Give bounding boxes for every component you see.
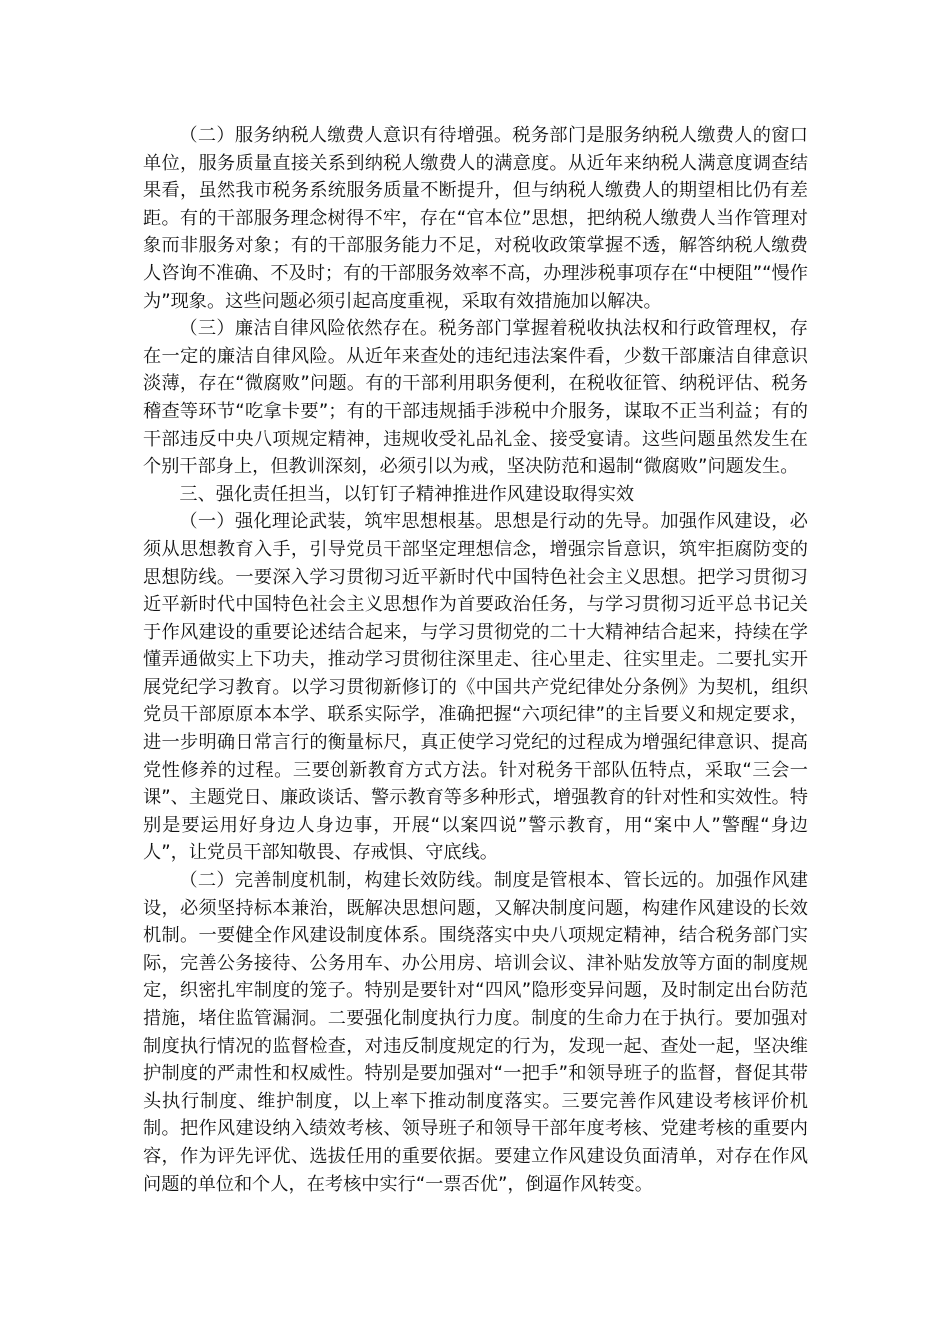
section-heading-three: 三、强化责任担当，以钉钉子精神推进作风建设取得实效 [179,483,635,505]
document-body [143,122,808,1198]
paragraph-institution-mechanism: （二）完善制度机制，构建长效防线。制度是管根本、管长远的。加强作风建设，必须坚持标本兼治，既解决思想问题，又解决制度问题，构建作风建设的长效机制。一要健全作风建设制度体系。围绕落实中央八项规定精神，结合税务部门实际，完善公务接待、公务用车、办公用房、培训会议、津补贴发放等方面的制度规定，织密扎牢制度的笼子。特别是要针对“四风”隐形变异问题，及时制定出台防范措施，堵住监管漏洞。二要强化制度执行力度。制度的生命力在于执行。要加强对制度执行情况的监督检查，对违反制度规定的行为，发现一起、查处一起，坚决维护制度的严肃性和权威性。特别是要加强对“一把手”和领导班子的监督，督促其带头执行制度、维护制度，以上率下推动制度落实。三要完善作风建设考核评价机制。把作风建设纳入绩效考核、领导班子和领导干部年度考核、党建考核的重要内容，作为评先评优、选拔任用的重要依据。要建立作风建设负面清单，对存在作风问题的单位和个人，在考核中实行“一票否优”，倒逼作风转变。 [143,870,808,1195]
paragraph-theory-study: （一）强化理论武装，筑牢思想根基。思想是行动的先导。加强作风建设，必须从思想教育入手，引导党员干部坚定理想信念，增强宗旨意识，筑牢拒腐防变的思想防线。一要深入学习贯彻习近平新时代中国特色社会主义思想。把学习贯彻习近平新时代中国特色社会主义思想作为首要政治任务，与学习贯彻习近平总书记关于作风建设的重要论述结合起来，与学习贯彻党的二十大精神结合起来，持续在学懂弄通做实上下功夫，推动学习贯彻往深里走、往心里走、往实里走。二要扎实开展党纪学习教育。以学习贯彻新修订的《中国共产党纪律处分条例》为契机，组织党员干部原原本本学、联系实际学，准确把握“六项纪律”的主旨要义和规定要求，进一步明确日常言行的衡量标尺，真正使学习党纪的过程成为增强纪律意识、提高党性修养的过程。三要创新教育方式方法。针对税务干部队伍特点，采取“三会一课”、主题党日、廉政谈话、警示教育等多种形式，增强教育的针对性和实效性。特别是要运用好身边人身边事，开展“以案四说”警示教育，用“案中人”警醒“身边人”，让党员干部知敬畏、存戒惧、守底线。 [143,511,808,864]
paragraph-integrity-risk: （三）廉洁自律风险依然存在。税务部门掌握着税收执法权和行政管理权，存在一定的廉洁自律风险。从近年来查处的违纪违法案件看，少数干部廉洁自律意识淡薄，存在“微腐败”问题。有的干部利用职务便利，在税收征管、纳税评估、税务稽查等环节“吃拿卡要”；有的干部违规插手涉税中介服务，谋取不正当利益；有的干部违反中央八项规定精神，违规收受礼品礼金、接受宴请。这些问题虽然发生在个别干部身上，但教训深刻，必须引以为戒，坚决防范和遏制“微腐败”问题发生。 [143,318,808,478]
paragraph-service-awareness: （二）服务纳税人缴费人意识有待增强。税务部门是服务纳税人缴费人的窗口单位，服务质量直接关系到纳税人缴费人的满意度。从近年来纳税人满意度调查结果看，虽然我市税务系统服务质量不断提升，但与纳税人缴费人的期望相比仍有差距。有的干部服务理念树得不牢，存在“官本位”思想，把纳税人缴费人当作管理对象而非服务对象；有的干部服务能力不足，对税收政策掌握不透，解答纳税人缴费人咨询不准确、不及时；有的干部服务效率不高，办理涉税事项存在“中梗阻”“慢作为”现象。这些问题必须引起高度重视，采取有效措施加以解决。 [143,125,808,312]
